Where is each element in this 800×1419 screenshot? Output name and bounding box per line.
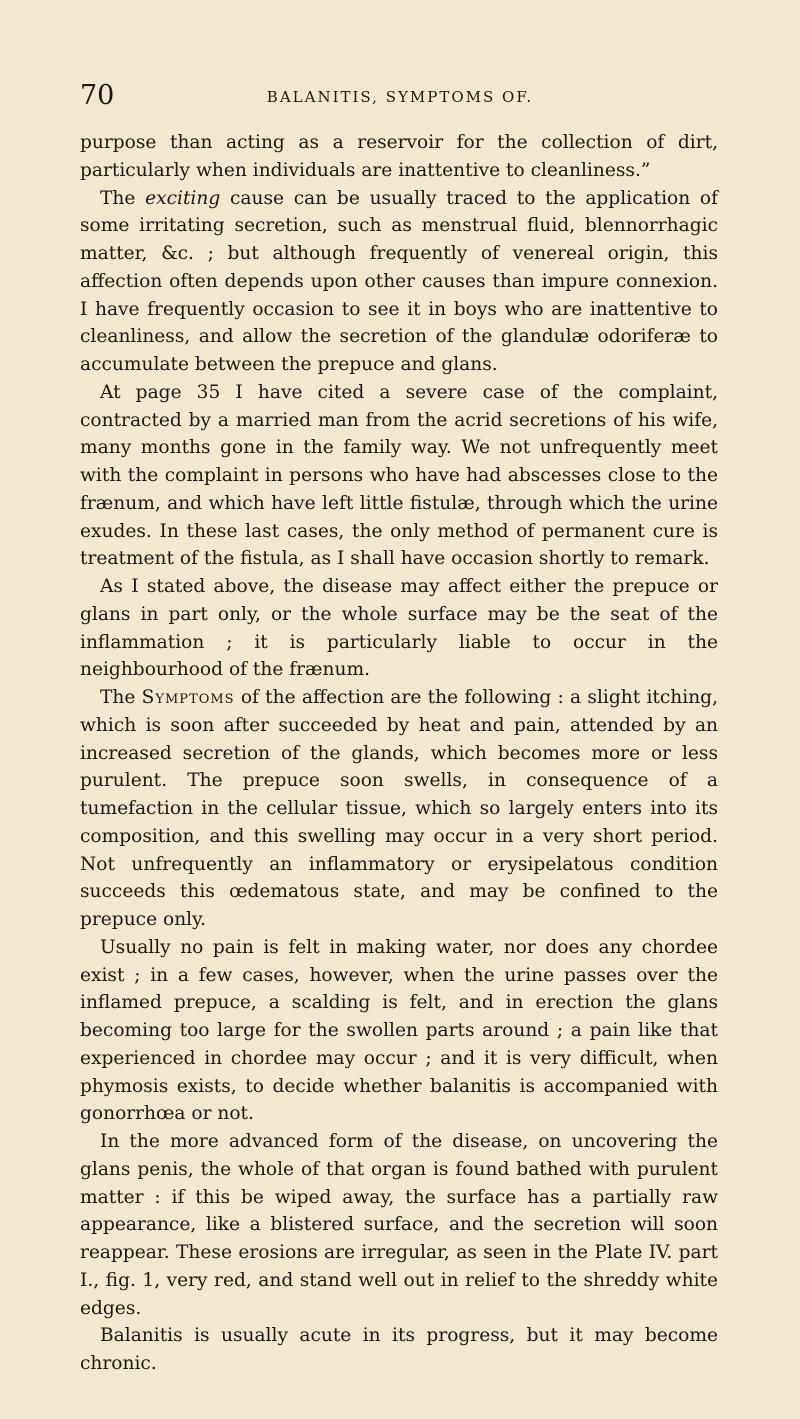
paragraph-progress: Balanitis is usually acute in its progress, but it may become chronic. — [80, 1325, 718, 1374]
running-head: BALANITIS, SYMPTOMS OF. — [266, 88, 534, 106]
paragraph-case-page-35: At page 35 I have cited a severe case of the complaint, contracted by a married man from the acrid secretions of his wife, many months gone in the family way. We not unfrequently meet with the complaint in persons who have had abscesses close to the frænum, and which have left little fistulæ, through which the urine exudes. In these last cases, the only method of permanent cure is treatment of the fistula, as I shall have occasion shortly to remark. — [80, 381, 718, 570]
paragraph-exciting-cause — [80, 185, 718, 379]
text-run: cause can be usually traced to the application of some irritating secretion, such as menstrual fluid, blennorrhagic matter, &c. ; but although frequently of venereal origin, this affection often depends upon other causes than impure connexion. I have frequently occasion to see it in boys who are inattentive to cleanliness, and allow the secretion of the glandulæ odoriferæ to accumulate between the prepuce and glans. — [80, 187, 718, 375]
paragraph-continuation: purpose than acting as a reservoir for the collection of dirt, particularly when individuals are inattentive to cleanliness.” — [80, 132, 718, 181]
page-number: 70 — [80, 80, 115, 111]
emphasis-exciting: exciting — [145, 187, 221, 209]
smallcaps-symptoms: Symptoms — [141, 687, 235, 708]
body-text — [80, 129, 718, 1378]
text-run: The — [100, 187, 146, 209]
paragraph-disease-extent: As I stated above, the disease may affect either the prepuce or glans in part only, or the whole surface may be the seat of the inflammation ; it is particularly liable to occur in the neighbourhood of the frænum. — [80, 576, 718, 681]
text-run: of the affection are the following : a slight itching, which is soon after succeeded by heat and pain, attended by an increased secretion of the glands, which becomes more or less purulent. The prepuce soon swells, in consequence of a tumefaction in the cellular tissue, which so largely enters into its composition, and this swelling may occur in a very short period. Not unfrequently an inflammatory or erysipelatous condition succeeds this œdematous state, and may be confined to the prepuce only. — [80, 687, 718, 930]
text-run: The — [100, 687, 142, 708]
page-header — [80, 78, 720, 114]
paragraph-pain: Usually no pain is felt in making water, nor does any chordee exist ; in a few cases, however, when the urine passes over the inflamed prepuce, a scalding is felt, and in erection the glans becoming too large for the swollen parts around ; a pain like that experienced in chordee may occur ; and it is very difficult, when phymosis exists, to decide whether balanitis is accompanied with gonorrhœa or not. — [80, 936, 718, 1125]
paragraph-symptoms — [80, 684, 718, 934]
paragraph-advanced-form: In the more advanced form of the disease, on uncovering the glans penis, the whole of that organ is found bathed with purulent matter : if this be wiped away, the surface has a partially raw appearance, like a blistered surface, and the secretion will soon reappear. These erosions are irregular, as seen in the Plate IV. part I., fig. 1, very red, and stand well out in relief to the shreddy white edges. — [80, 1131, 718, 1319]
